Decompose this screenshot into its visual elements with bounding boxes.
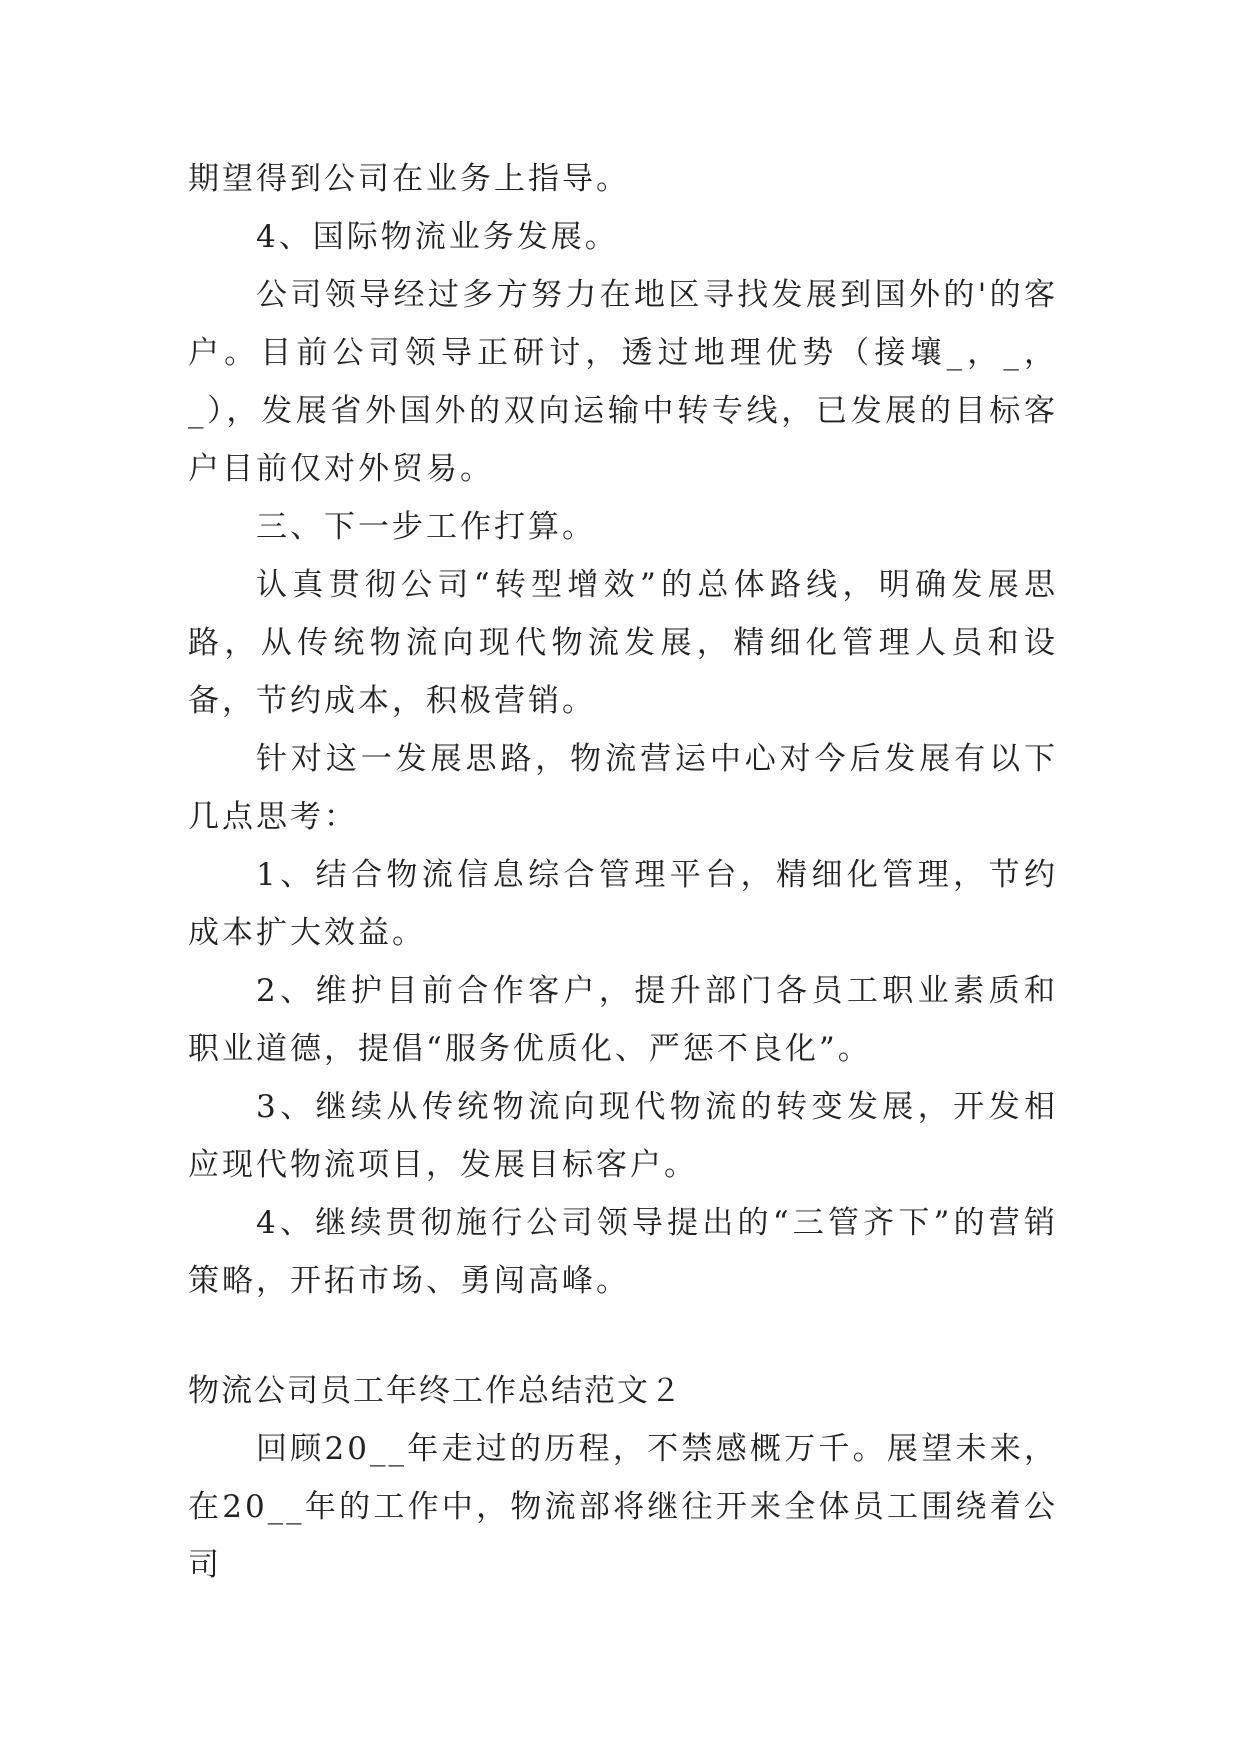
paragraph: 认真贯彻公司“转型增效”的总体路线，明确发展思路，从传统物流向现代物流发展，精细化管理人员和设备，节约成本，积极营销。 <box>188 567 1058 719</box>
paragraph: 4、继续贯彻施行公司领导提出的“三管齐下”的营销策略，开拓市场、勇闯高峰。 <box>188 1205 1058 1299</box>
section-title: 物流公司员工年终工作总结范文２ <box>188 1373 683 1409</box>
paragraph: 期望得到公司在业务上指导。 <box>188 161 630 197</box>
paragraph: 4、国际物流业务发展。 <box>256 219 619 255</box>
document-body <box>188 150 1058 1594</box>
paragraph: 针对这一发展思路，物流营运中心对今后发展有以下几点思考： <box>188 741 1058 835</box>
paragraph: 公司领导经过多方努力在地区寻找发展到国外的'的客户。目前公司领导正研讨，透过地理优势（接壤_，_，_），发展省外国外的双向运输中转专线，已发展的目标客户目前仅对外贸易。 <box>188 277 1058 487</box>
paragraph: 2、维护目前合作客户，提升部门各员工职业素质和职业道德，提倡“服务优质化、严惩不良化”。 <box>188 973 1058 1067</box>
paragraph: 3、继续从传统物流向现代物流的转变发展，开发相应现代物流项目，发展目标客户。 <box>188 1089 1058 1183</box>
paragraph: 1、结合物流信息综合管理平台，精细化管理，节约成本扩大效益。 <box>188 857 1058 951</box>
paragraph: 回顾20__年走过的历程，不禁感概万千。展望未来，在20__年的工作中，物流部将继往开来全体员工围绕着公司 <box>188 1431 1058 1583</box>
paragraph: 三、下一步工作打算。 <box>256 509 596 545</box>
